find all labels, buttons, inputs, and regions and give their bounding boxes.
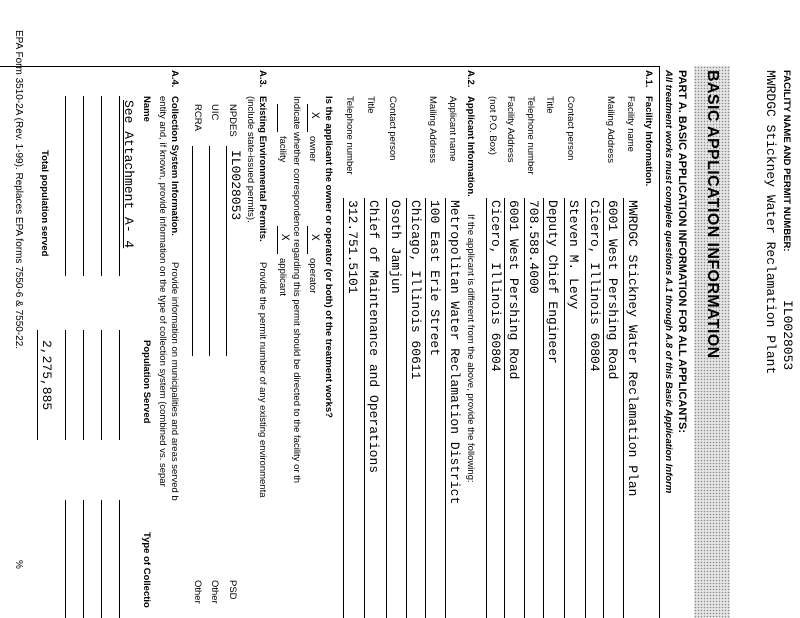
form-footer: EPA Form 3510-2A (Rev. 1-99). Replaces EPA forms 7550-6 & 7550-22. [13,30,24,350]
a4-line-type-3 [83,500,84,618]
a1-value-facility-address: 6001 West Pershing Road [506,200,521,380]
a1-label-mailing-address: Mailing Address [605,96,616,164]
a2-value-title: Chief of Maintenance and Operations [366,200,381,474]
a1-line-facility-address [504,198,505,618]
a3-label-other-1: Other [209,580,220,604]
a4-line-total [37,330,38,440]
page-mark: % [13,560,24,569]
a4-line-name-2 [101,96,102,276]
a3-note-2: (include state-issued permits). [245,96,256,223]
a2-line-applicant-name [445,198,446,618]
a2-owner-question: Is the applicant the owner or operator (or both) of the treatment works? [323,96,334,418]
facility-header-name: MWRDGC Stickney Water Reclamation Plant [763,70,778,375]
a3-line-rcra [192,146,193,356]
a1-line-facility-name [623,198,624,618]
a3-label-rcra: RCRA [192,104,203,131]
a1-label-facility-name: Facility name [625,96,636,152]
a1-value-telephone: 708.588.4000 [526,200,541,294]
facility-permit-number: IL0028053 [780,300,795,371]
a2-line-owner [307,104,308,132]
a2-note: If the applicant is different from the above, provide the following: [465,214,476,483]
a1-label-title: Title [544,96,555,114]
a4-note: Provide information on municipalities and areas served b [169,262,180,501]
a3-number: A.3. [257,70,268,88]
a4-number: A.4. [169,70,180,88]
a2-line-contact-person [386,198,387,618]
a1-label-telephone: Telephone number [525,96,536,175]
a2-option-facility: facility [277,136,288,163]
a2-option-operator: operator [307,258,318,294]
a2-line-title [364,198,365,618]
a3-value-npdes: IL0028053 [228,150,243,221]
a1-line-telephone [524,198,525,618]
a2-label-telephone: Telephone number [344,96,355,175]
frame-left-rule [0,66,660,67]
a3-note: Provide the permit number of any existing environmenta [257,262,268,498]
a3-label-uic: UIC [209,104,220,121]
a1-line-title [543,198,544,618]
a1-label-not-po-box: (not P.O. Box) [487,96,498,155]
a2-line-mailing-address [425,198,426,618]
a1-value-mailing-city: Cicero, Illinois 60804 [587,200,602,372]
a2-number: A.2. [465,70,476,88]
a3-label-psd: PSD [227,580,238,600]
a4-heading: Collection System Information. [169,96,180,236]
a1-value-contact-person: Steven M. Levy [566,200,581,310]
part-a-instructions: All treatment works must complete questions A.1 through A.8 of this Basic Application Inform [663,70,674,494]
a1-heading: Facility Information. [643,96,654,187]
a2-label-title: Title [365,96,376,114]
a4-line-name-3 [83,96,84,276]
a3-line-uic [209,146,210,356]
a3-line-npdes [226,146,227,356]
a4-line-pop-3 [83,330,84,440]
a2-value-applicant-name: Metropolitan Water Reclamation District [447,200,462,505]
part-a-title: PART A. BASIC APPLICATION INFORMATION FOR ALL APPLICANTS: [676,70,688,433]
a4-line-pop-4 [65,330,66,440]
a2-heading: Applicant Information. [465,96,476,197]
a2-line-facility [277,104,278,132]
a2-label-mailing-address: Mailing Address [427,96,438,164]
a4-line-name-4 [65,96,66,276]
a1-line-facility-city [486,198,487,618]
a3-heading: Existing Environmental Permits. [257,96,268,242]
a4-line-type-2 [101,500,102,618]
a4-line-type-4 [65,500,66,618]
a2-value-mailing-city: Chicago, Illinois 60611 [408,200,423,380]
a2-check-owner[interactable]: X [308,112,320,119]
a4-column-population: Population Served [141,340,152,424]
a4-column-name: Name [141,96,152,122]
a4-column-type: Type of Collectio [141,532,152,608]
a2-line-operator [307,226,308,254]
a1-value-facility-name: MWRDGC Stickney Water Reclamation Plan [625,200,640,497]
a2-line-mailing-city [406,198,407,618]
a4-note-2: entity and, if known, provide information on the type of collection system (combined vs. separ [157,96,168,487]
a1-line-mailing-city [585,198,586,618]
a3-label-npdes: NPDES [227,104,238,137]
a2-value-telephone: 312.751.5101 [345,200,360,294]
a2-line-applicant [277,226,278,254]
a2-check-operator[interactable]: X [308,234,320,241]
a1-number: A.1. [643,70,654,88]
a4-line-type-1 [119,500,120,618]
a1-label-facility-address: Facility Address [505,96,516,163]
frame-top-rule [659,66,660,618]
a2-label-applicant-name: Applicant name [447,96,458,162]
a1-line-mailing-address [603,198,604,618]
a1-line-contact-person [564,198,565,618]
a4-line-name-1 [119,96,120,276]
a2-line-telephone [343,198,344,618]
a4-line-pop-2 [101,330,102,440]
a1-value-title: Deputy Chief Engineer [545,200,560,364]
a2-check-applicant[interactable]: X [278,234,290,241]
a2-option-applicant: applicant [277,258,288,297]
a3-label-other-2: Other [192,580,203,604]
a4-row-name: See Attachment A- 4 [121,100,136,249]
a4-total-value: 2,275,885 [39,340,54,411]
a2-label-contact-person: Contact person [387,96,398,161]
a1-value-facility-city: Cicero, Illinois 60804 [488,200,503,372]
a1-label-contact-person: Contact person [565,96,576,161]
a2-value-mailing-address: 100 East Erie Street [427,200,442,357]
page-title: BASIC APPLICATION INFORMATION [704,70,721,359]
a1-value-mailing-address: 6001 West Pershing Road [605,200,620,380]
facility-header-label: FACILITY NAME AND PERMIT NUMBER: [781,70,792,252]
a4-line-pop-1 [119,330,120,440]
a2-correspondence-question: Indicate whether correspondence regarding this permit should be directed to the facility or th [291,96,302,484]
a2-option-owner: owner [307,136,318,162]
a2-value-contact-person: Osoth Jamjun [388,200,403,294]
a4-total-label: Total population served [39,150,50,257]
